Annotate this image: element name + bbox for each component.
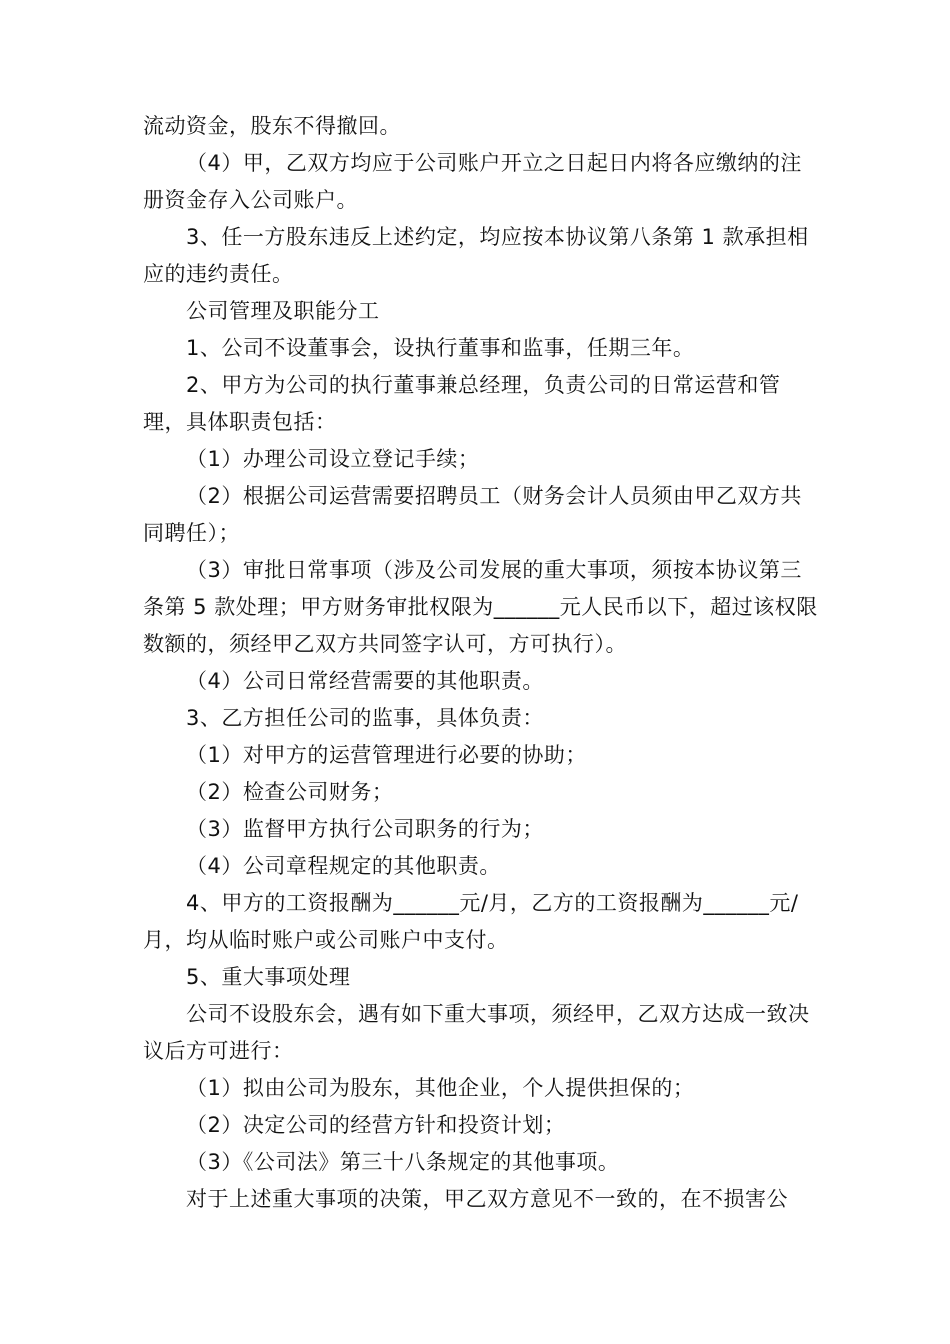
paragraph-5: 1、公司不设董事会，设执行董事和监事，任期三年。	[186, 336, 695, 360]
paragraph-22: 对于上述重大事项的决策，甲乙双方意见不一致的，在不损害公	[186, 1187, 788, 1211]
paragraph-10: （4）公司日常经营需要的其他职责。	[186, 669, 544, 693]
paragraph-19: （1）拟由公司为股东，其他企业，个人提供担保的；	[186, 1076, 695, 1100]
paragraph-21: （3）《公司法》第三十八条规定的其他事项。	[186, 1150, 620, 1174]
paragraph-6: 2、甲方为公司的执行董事兼总经理，负责公司的日常运营和管理，具体职责包括：	[143, 373, 781, 434]
paragraph-3: 3、任一方股东违反上述约定，均应按本协议第八条第 1 款承担相应的违约责任。	[143, 225, 809, 286]
paragraph-7: （1）办理公司设立登记手续；	[186, 447, 480, 471]
paragraph-13: （2）检查公司财务；	[186, 780, 394, 804]
paragraph-9: （3）审批日常事项（涉及公司发展的重大事项，须按本协议第三条第 5 款处理；甲方财务审批权限为______元人民币以下，超过该权限数额的，须经甲乙双方共同签字认可，方可执行）。	[143, 558, 818, 656]
paragraph-8: （2）根据公司运营需要招聘员工（财务会计人员须由甲乙双方共同聘任）；	[143, 484, 802, 545]
paragraph-15: （4）公司章程规定的其他职责。	[186, 854, 501, 878]
paragraph-17: 5、重大事项处理	[186, 965, 351, 989]
paragraph-16: 4、甲方的工资报酬为______元/月，乙方的工资报酬为______元/月，均从临时账户或公司账户中支付。	[143, 891, 799, 952]
paragraph-12: （1）对甲方的运营管理进行必要的协助；	[186, 743, 587, 767]
paragraph-20: （2）决定公司的经营方针和投资计划；	[186, 1113, 566, 1137]
paragraph-18: 公司不设股东会，遇有如下重大事项，须经甲，乙双方达成一致决议后方可进行：	[143, 1002, 810, 1063]
paragraph-14: （3）监督甲方执行公司职务的行为；	[186, 817, 544, 841]
document-body	[143, 108, 823, 1218]
paragraph-1: 流动资金，股东不得撤回。	[143, 114, 401, 138]
paragraph-2: （4）甲，乙双方均应于公司账户开立之日起日内将各应缴纳的注册资金存入公司账户。	[143, 151, 802, 212]
paragraph-11: 3、乙方担任公司的监事，具体负责：	[186, 706, 544, 730]
section-heading: 公司管理及职能分工	[186, 299, 380, 323]
